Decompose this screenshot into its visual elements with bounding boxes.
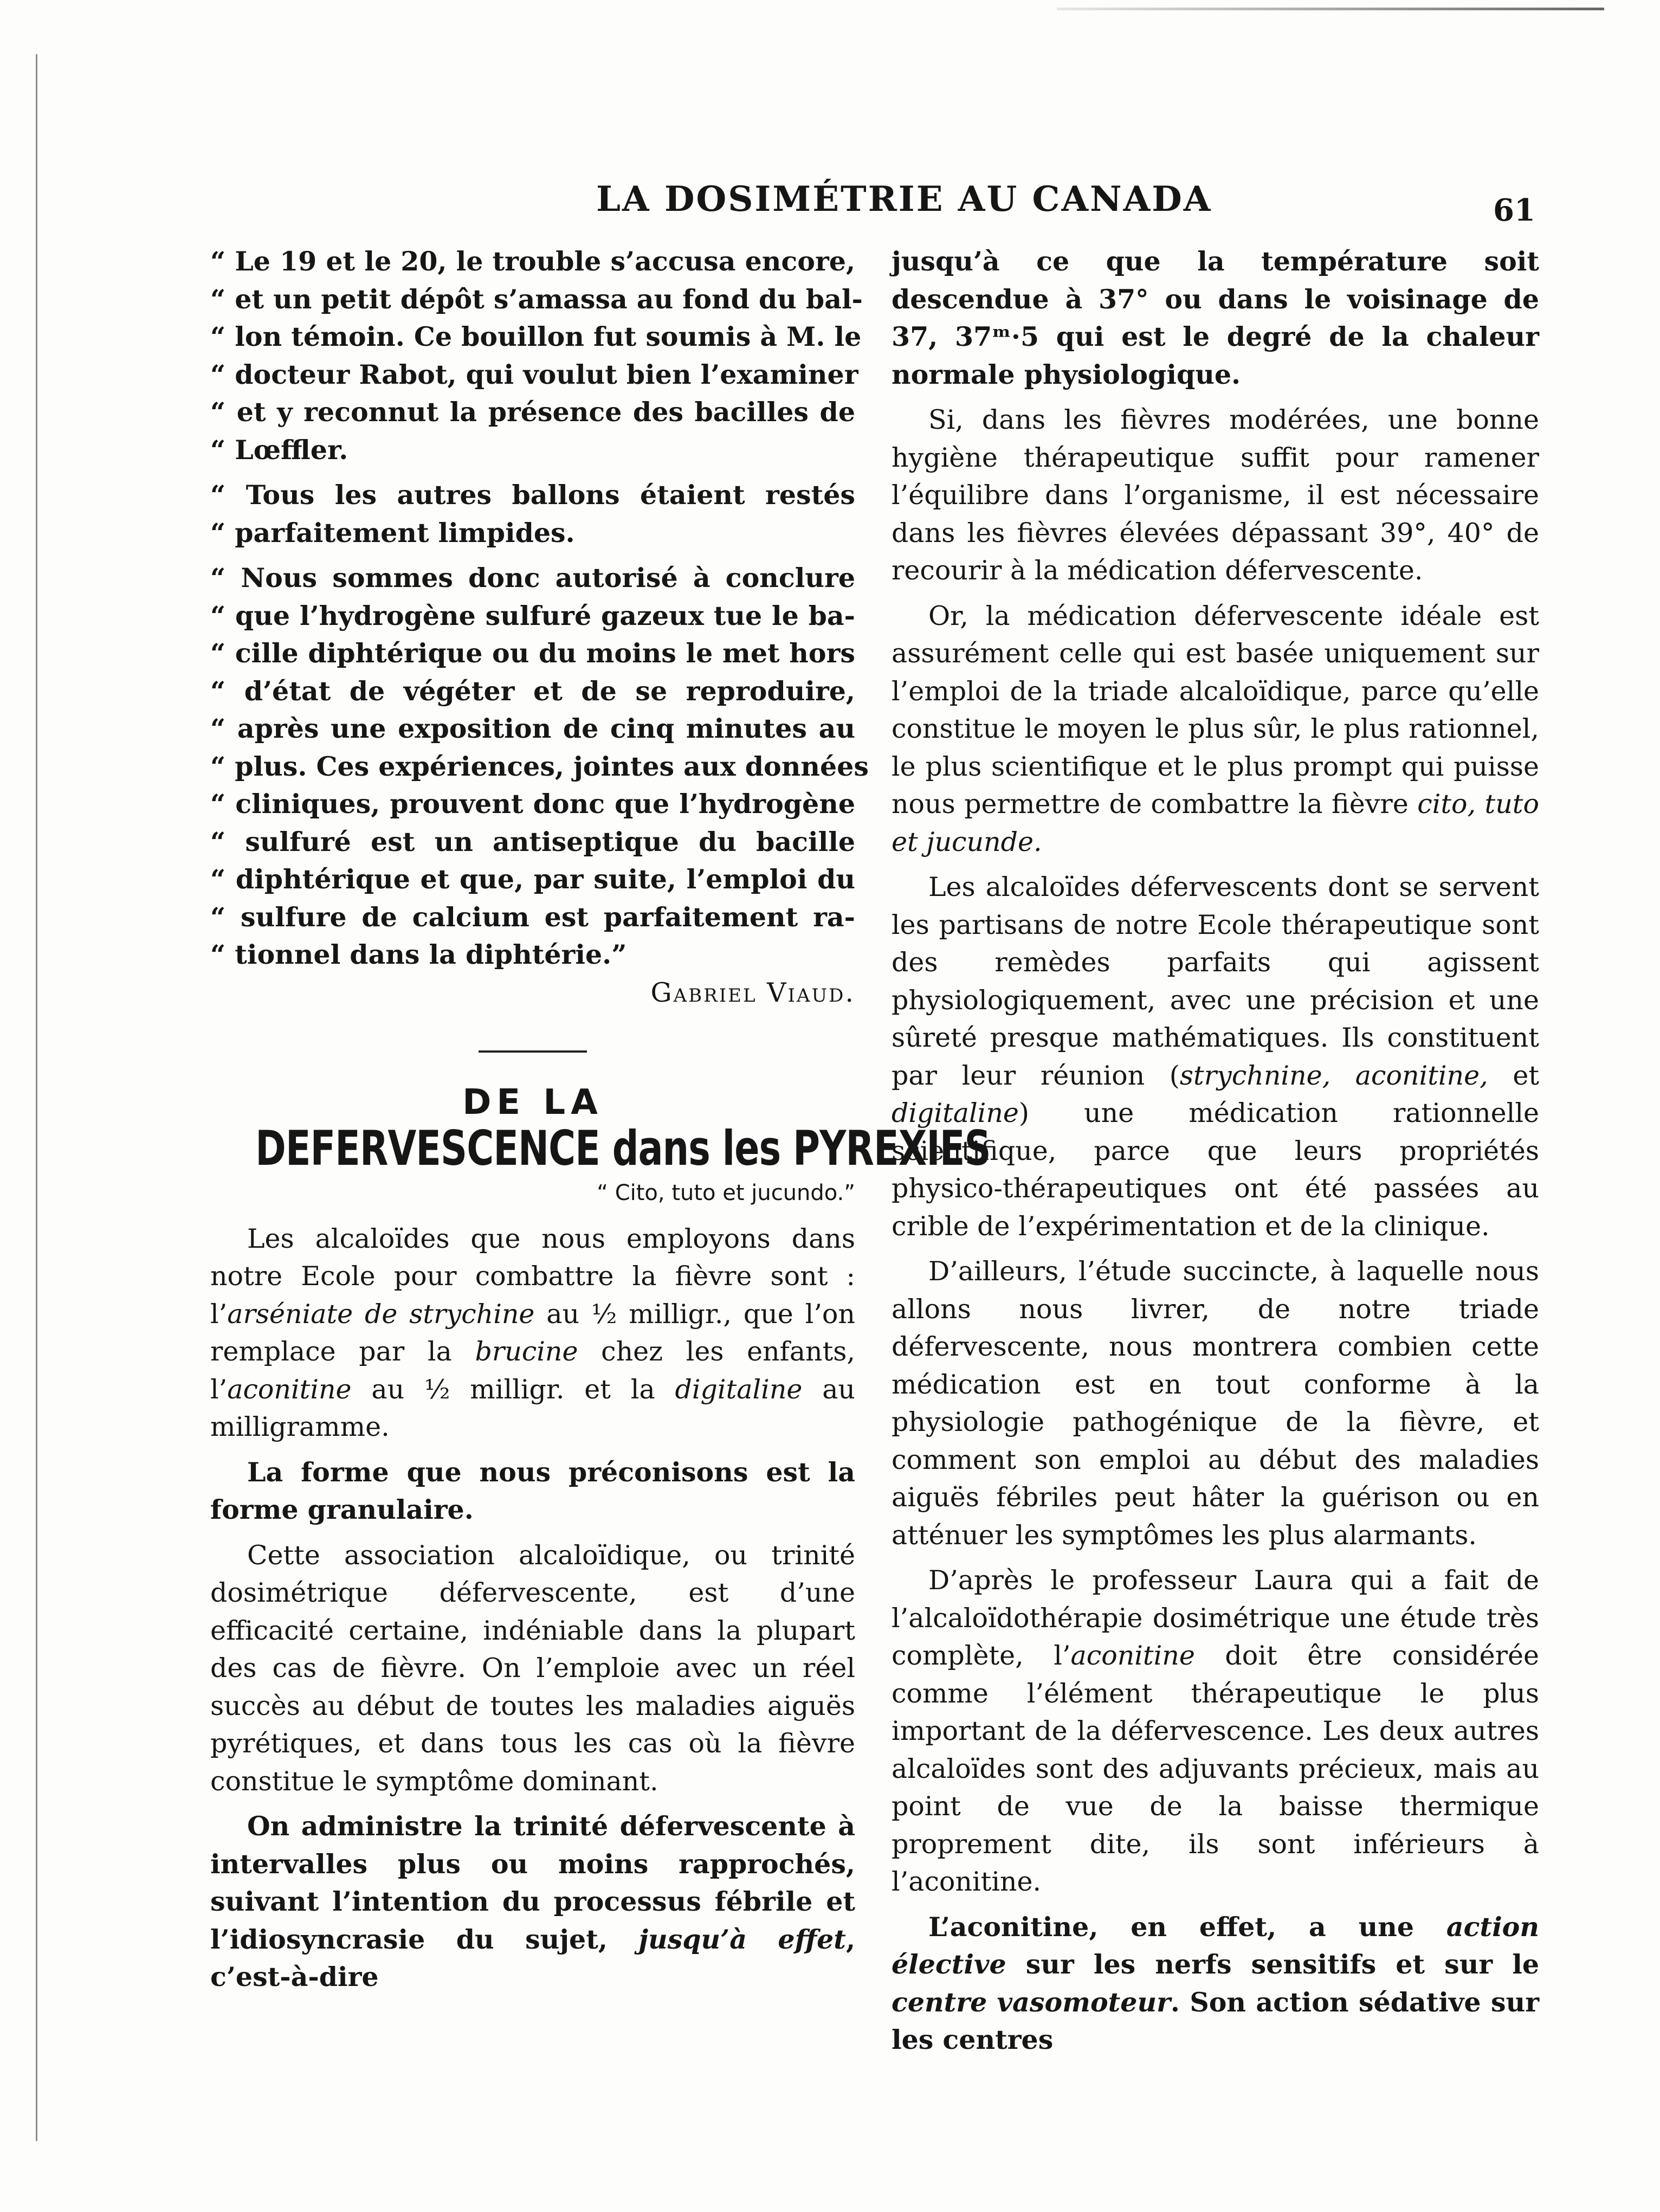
- paragraph: L’aconitine, en effet, a une action élective sur les nerfs sensitifs et sur le centre vasomoteur. Son action sédative sur les centres: [892, 1911, 1540, 2055]
- paragraph: Or, la médication défervescente idéale est assurément celle qui est basée uniquement sur l’emploi de la triade alcaloïdique, parce qu’elle constitue le moyen le plus sûr, le plus rationnel, le plus scientifique et le plus prompt qui puisse nous permettre de combattre la fièvre cito, tuto et jucunde.: [892, 600, 1539, 857]
- quote-block-3: [210, 559, 869, 974]
- quote-line: “ diphtérique et que, par suite, l’emploi du: [210, 863, 855, 895]
- paragraph: Les alcaloïdes que nous employons dans notre Ecole pour combattre la fièvre sont : l’arséniate de strychine au ½ milligr., que l’on remplace par la brucine chez les enfants, l’aconitine au ½ milligr. et la digitaline au milligramme.: [210, 1223, 855, 1442]
- section-title: DEFERVESCENCE dans les PYREXIES: [255, 1120, 991, 1176]
- quote-line: “ Lœffler.: [210, 434, 348, 466]
- quote-line: “ et un petit dépôt s’amassa au fond du bal-: [210, 283, 863, 315]
- paragraph: On administre la trinité défervescente à intervalles plus ou moins rapprochés, suivant l’intention du processus fébrile et l’idiosyncrasie du sujet, jusqu’à effet, c’est-à-dire: [210, 1810, 855, 1992]
- top-scan-line: [1057, 8, 1604, 10]
- left-column: [210, 243, 991, 2004]
- page-edge-line: [36, 54, 37, 2141]
- quote-line: “ sulfuré est un antiseptique du bacille: [210, 826, 855, 857]
- quote-line: “ Tous les autres ballons étaient restés: [210, 479, 855, 511]
- quote-line: “ après une exposition de cinq minutes au: [210, 713, 855, 744]
- quote-line: “ d’état de végéter et de se reproduire,: [210, 675, 855, 707]
- quote-line: “ que l’hydrogène sulfuré gazeux tue le ba-: [210, 599, 855, 631]
- quote-line: “ tionnel dans la diphtérie.”: [210, 939, 627, 970]
- epigraph: “ Cito, tuto et jucundo.”: [597, 1181, 855, 1205]
- paragraph: jusqu’à ce que la température soit descendue à 37° ou dans le voisinage de 37, 37ᵐ·5 qui est le degré de la chaleur normale physiologique.: [892, 246, 1539, 390]
- quote-block-2: [210, 476, 855, 552]
- paragraph: D’ailleurs, l’étude succincte, à laquelle nous allons nous livrer, de notre triade défervescente, nous montrera combien cette médication est en tout conforme à la physiologie pathogénique de la fièvre, et comment son emploi au début des maladies aiguës fébriles peut hâter la guérison ou en atténuer les symptômes les plus alarmants.: [892, 1256, 1539, 1551]
- paragraph: Cette association alcaloïdique, ou trinité dosimétrique défervescente, est d’une efficacité certaine, indéniable dans la plupart des cas de fièvre. On l’emploie avec un réel succès au début de toutes les maladies aiguës pyrétiques, et dans tous les cas où la fièvre constitue le symptôme dominant.: [210, 1539, 855, 1797]
- paragraph: Les alcaloïdes défervescents dont se servent les partisans de notre Ecole thérapeutique sont des remèdes parfaits qui agissent physiologiquement, avec une précision et une sûreté presque mathématiques. Ils constituent par leur réunion (strychnine, aconitine, et digitaline) une médication rationnelle scientifique, parce que leurs propriétés physico-thérapeutiques ont été passées au crible de l’expérimentation et de la clinique.: [892, 872, 1540, 1242]
- quote-line: “ docteur Rabot, qui voulut bien l’examiner: [210, 358, 858, 390]
- quote-line: “ plus. Ces expériences, jointes aux données: [210, 750, 869, 782]
- page-number: 61: [1493, 192, 1535, 228]
- quote-line: “ Nous sommes donc autorisé à conclure: [210, 562, 855, 594]
- quote-line: “ cliniques, prouvent donc que l’hydrogène: [210, 788, 855, 820]
- quote-line: “ lon témoin. Ce bouillon fut soumis à M. le: [210, 321, 862, 352]
- signature: Gabriel Viaud.: [650, 977, 855, 1008]
- right-column: [892, 243, 1539, 2067]
- quote-line: “ Le 19 et le 20, le trouble s’accusa encore,: [210, 246, 855, 277]
- paragraph: La forme que nous préconisons est la forme granulaire.: [210, 1456, 855, 1525]
- quote-line: “ sulfure de calcium est parfaitement ra-: [210, 901, 855, 933]
- running-title: LA DOSIMÉTRIE AU CANADA: [596, 179, 1212, 220]
- section-title-small: DE LA: [462, 1082, 603, 1123]
- paragraph: D’après le professeur Laura qui a fait de l’alcaloïdothérapie dosimétrique une étude très complète, l’aconitine doit être considérée comme l’élément thérapeutique le plus important de la défervescence. Les deux autres alcaloïdes sont des adjuvants précieux, mais au point de vue de la baisse thermique proprement dite, ils sont inférieurs à l’aconitine.: [892, 1565, 1540, 1897]
- quote-block-1: [210, 243, 863, 469]
- paragraph: Si, dans les fièvres modérées, une bonne hygiène thérapeutique suffit pour ramener l’équilibre dans l’organisme, il est nécessaire dans les fièvres élevées dépassant 39°, 40° de recourir à la médication défervescente.: [892, 404, 1539, 586]
- quote-line: “ cille diphtérique ou du moins le met hors: [210, 637, 855, 669]
- section-divider: [479, 1050, 587, 1053]
- quote-line: “ et y reconnut la présence des bacilles de: [210, 396, 855, 428]
- quote-line: “ parfaitement limpides.: [210, 517, 575, 549]
